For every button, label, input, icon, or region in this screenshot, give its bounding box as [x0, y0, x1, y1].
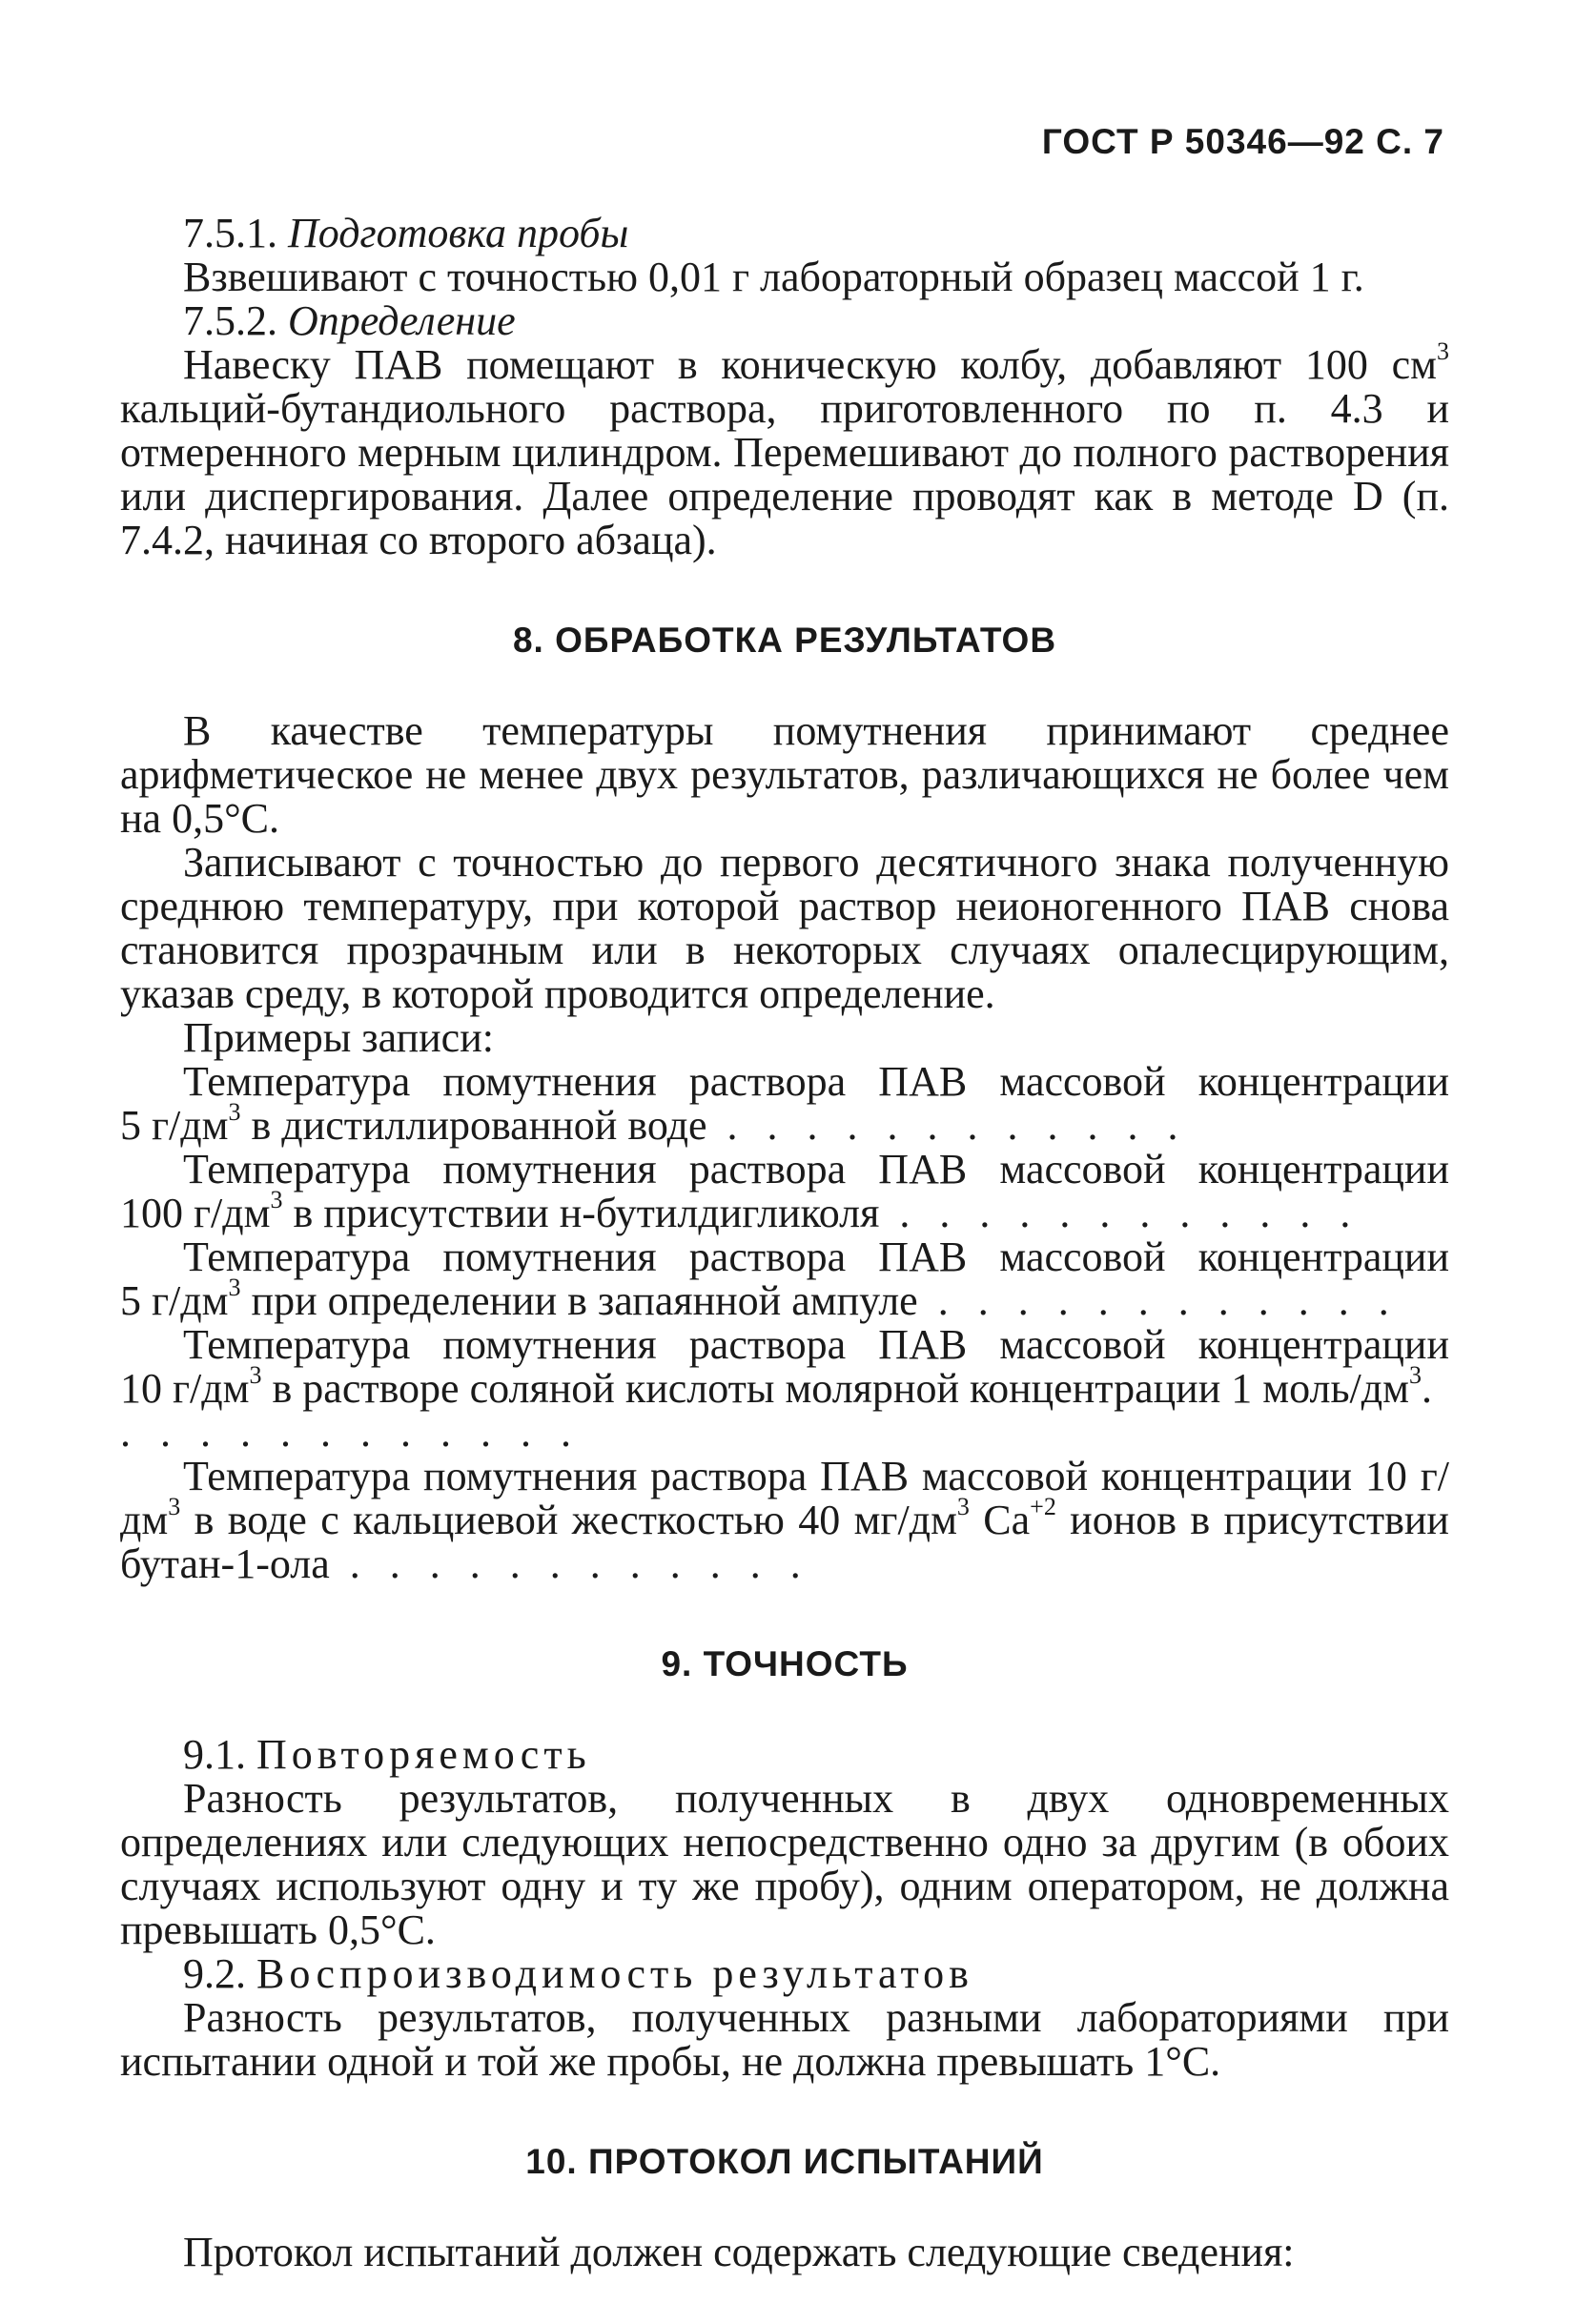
- example-value: 10 г/дм: [120, 1365, 250, 1412]
- leader-dots: . . . . . . . . . . . . .: [120, 1365, 1442, 1456]
- subsection-9-2-heading: [120, 1952, 1449, 1996]
- exponent: 3: [270, 1186, 283, 1214]
- leader-dots: . . . . . . . . . . . .: [329, 1540, 810, 1587]
- section-8-title: 8. ОБРАБОТКА РЕЗУЛЬТАТОВ: [512, 621, 1057, 660]
- example-entry-2: [120, 1148, 1449, 1235]
- exponent: 3: [228, 1274, 241, 1302]
- section-8-paragraph-1: В качестве температуры помутнения принимают среднее арифметическое не менее двух результатов, различающихся не более чем на 0,5°С.: [120, 707, 1449, 842]
- example-lead: Температура помутнения раствора ПАВ массовой концентрации: [183, 1146, 1449, 1193]
- subsection-title: Воспроизводимость результатов: [256, 1950, 973, 1997]
- example-medium: в дистиллированной воде: [240, 1102, 707, 1149]
- exponent: 3: [1408, 1361, 1422, 1390]
- example-text: Температура помутнения раствора ПАВ массовой концентрации 10 г/дм: [120, 1453, 1449, 1543]
- exponent: 3: [956, 1493, 970, 1521]
- example-detail: [120, 1186, 1449, 1236]
- example-lead: Температура помутнения раствора ПАВ массовой концентрации: [183, 1058, 1449, 1105]
- subsection-7-5-2-heading: [120, 299, 1449, 343]
- leader-dots: . . . . . . . . . . . .: [917, 1277, 1399, 1324]
- subsection-number: 9.2.: [183, 1950, 246, 1997]
- examples-label: Примеры записи:: [183, 1014, 494, 1061]
- example-detail: [120, 1361, 1449, 1456]
- example-entry-1: [120, 1060, 1449, 1148]
- leader-dots: . . . . . . . . . . . .: [706, 1102, 1188, 1149]
- example-text: в воде с кальциевой жесткостью 40 мг/дм: [180, 1497, 957, 1543]
- page-header: ГОСТ Р 50346—92 С. 7: [1041, 122, 1444, 161]
- section-10-text: Протокол испытаний должен содержать следующие сведения:: [183, 2229, 1295, 2275]
- subsection-title: Подготовка пробы: [288, 210, 629, 256]
- example-medium: в присутствии н-бутилдигликоля: [282, 1190, 880, 1236]
- subsection-7-5-1-heading: [120, 212, 1449, 255]
- ion-symbol: Ca: [969, 1497, 1031, 1543]
- leader-dots: . . . . . . . . . . . .: [879, 1190, 1361, 1236]
- subsection-title: Определение: [288, 297, 516, 344]
- exponent: 3: [168, 1493, 181, 1521]
- example-value: 5 г/дм: [120, 1277, 229, 1324]
- subsection-9-1-heading: [120, 1733, 1449, 1777]
- ion-charge: +2: [1030, 1493, 1056, 1521]
- subsection-7-5-2-text: [120, 337, 1449, 563]
- example-lead: Температура помутнения раствора ПАВ массовой концентрации: [183, 1233, 1449, 1280]
- exponent: 3: [1437, 337, 1449, 366]
- example-detail: [120, 1274, 1449, 1324]
- example-entry-4: [120, 1323, 1449, 1455]
- section-9-title: 9. ТОЧНОСТЬ: [661, 1644, 909, 1683]
- example-text: ионов в присутствии бутан-1-ола: [120, 1497, 1449, 1587]
- subsection-number: 9.1.: [183, 1731, 246, 1778]
- subsection-number: 7.5.1.: [183, 210, 277, 256]
- example-entry-5: [120, 1455, 1449, 1586]
- subsection-number: 7.5.2.: [183, 297, 277, 344]
- example-medium: при определении в запаянной ампуле: [240, 1277, 918, 1324]
- subsection-9-2-text: Разность результатов, полученных разными лабораториями при испытании одной и той же пробы, не должна превышать 1°С.: [120, 1994, 1449, 2085]
- example-lead: Температура помутнения раствора ПАВ массовой концентрации: [183, 1321, 1449, 1368]
- exponent: 3: [249, 1361, 262, 1390]
- example-value: 5 г/дм: [120, 1102, 229, 1149]
- subsection-title: Повторяемость: [256, 1731, 591, 1778]
- example-value: 100 г/дм: [120, 1190, 271, 1236]
- exponent: 3: [228, 1098, 241, 1127]
- example-detail: [120, 1098, 1449, 1149]
- example-entry-3: [120, 1235, 1449, 1323]
- subsection-7-5-1-text: Взвешивают с точностью 0,01 г лабораторный образец массой 1 г.: [183, 254, 1364, 300]
- text-segment: кальций-бутандиольного раствора, приготовленного по п. 4.3 и отмеренного мерным цилиндром. Перемешивают до полного растворения или диспергирования. Далее определение проводят как в методе D (п. 7.4.2, начиная со второго абзаца).: [120, 385, 1449, 563]
- section-8-paragraph-2: Записывают с точностью до первого десятичного знака полученную среднюю температуру, при которой раствор неионогенного ПАВ снова становится прозрачным или в некоторых случаях опалесцирующим, указав среду, в которой проводится определение.: [120, 839, 1449, 1017]
- text-segment: Навеску ПАВ помещают в коническую колбу, добавляют 100 см: [183, 341, 1437, 388]
- subsection-9-1-text: Разность результатов, полученных в двух одновременных определениях или следующих непосредственно одно за другим (в обоих случаях используют одну и ту же пробу), одним оператором, не должна превышать 0,5°С.: [120, 1775, 1449, 1953]
- section-10-title: 10. ПРОТОКОЛ ИСПЫТАНИЙ: [525, 2142, 1044, 2181]
- example-medium: в растворе соляной кислоты молярной концентрации 1 моль/дм: [261, 1365, 1409, 1412]
- page-content: [120, 212, 1449, 2274]
